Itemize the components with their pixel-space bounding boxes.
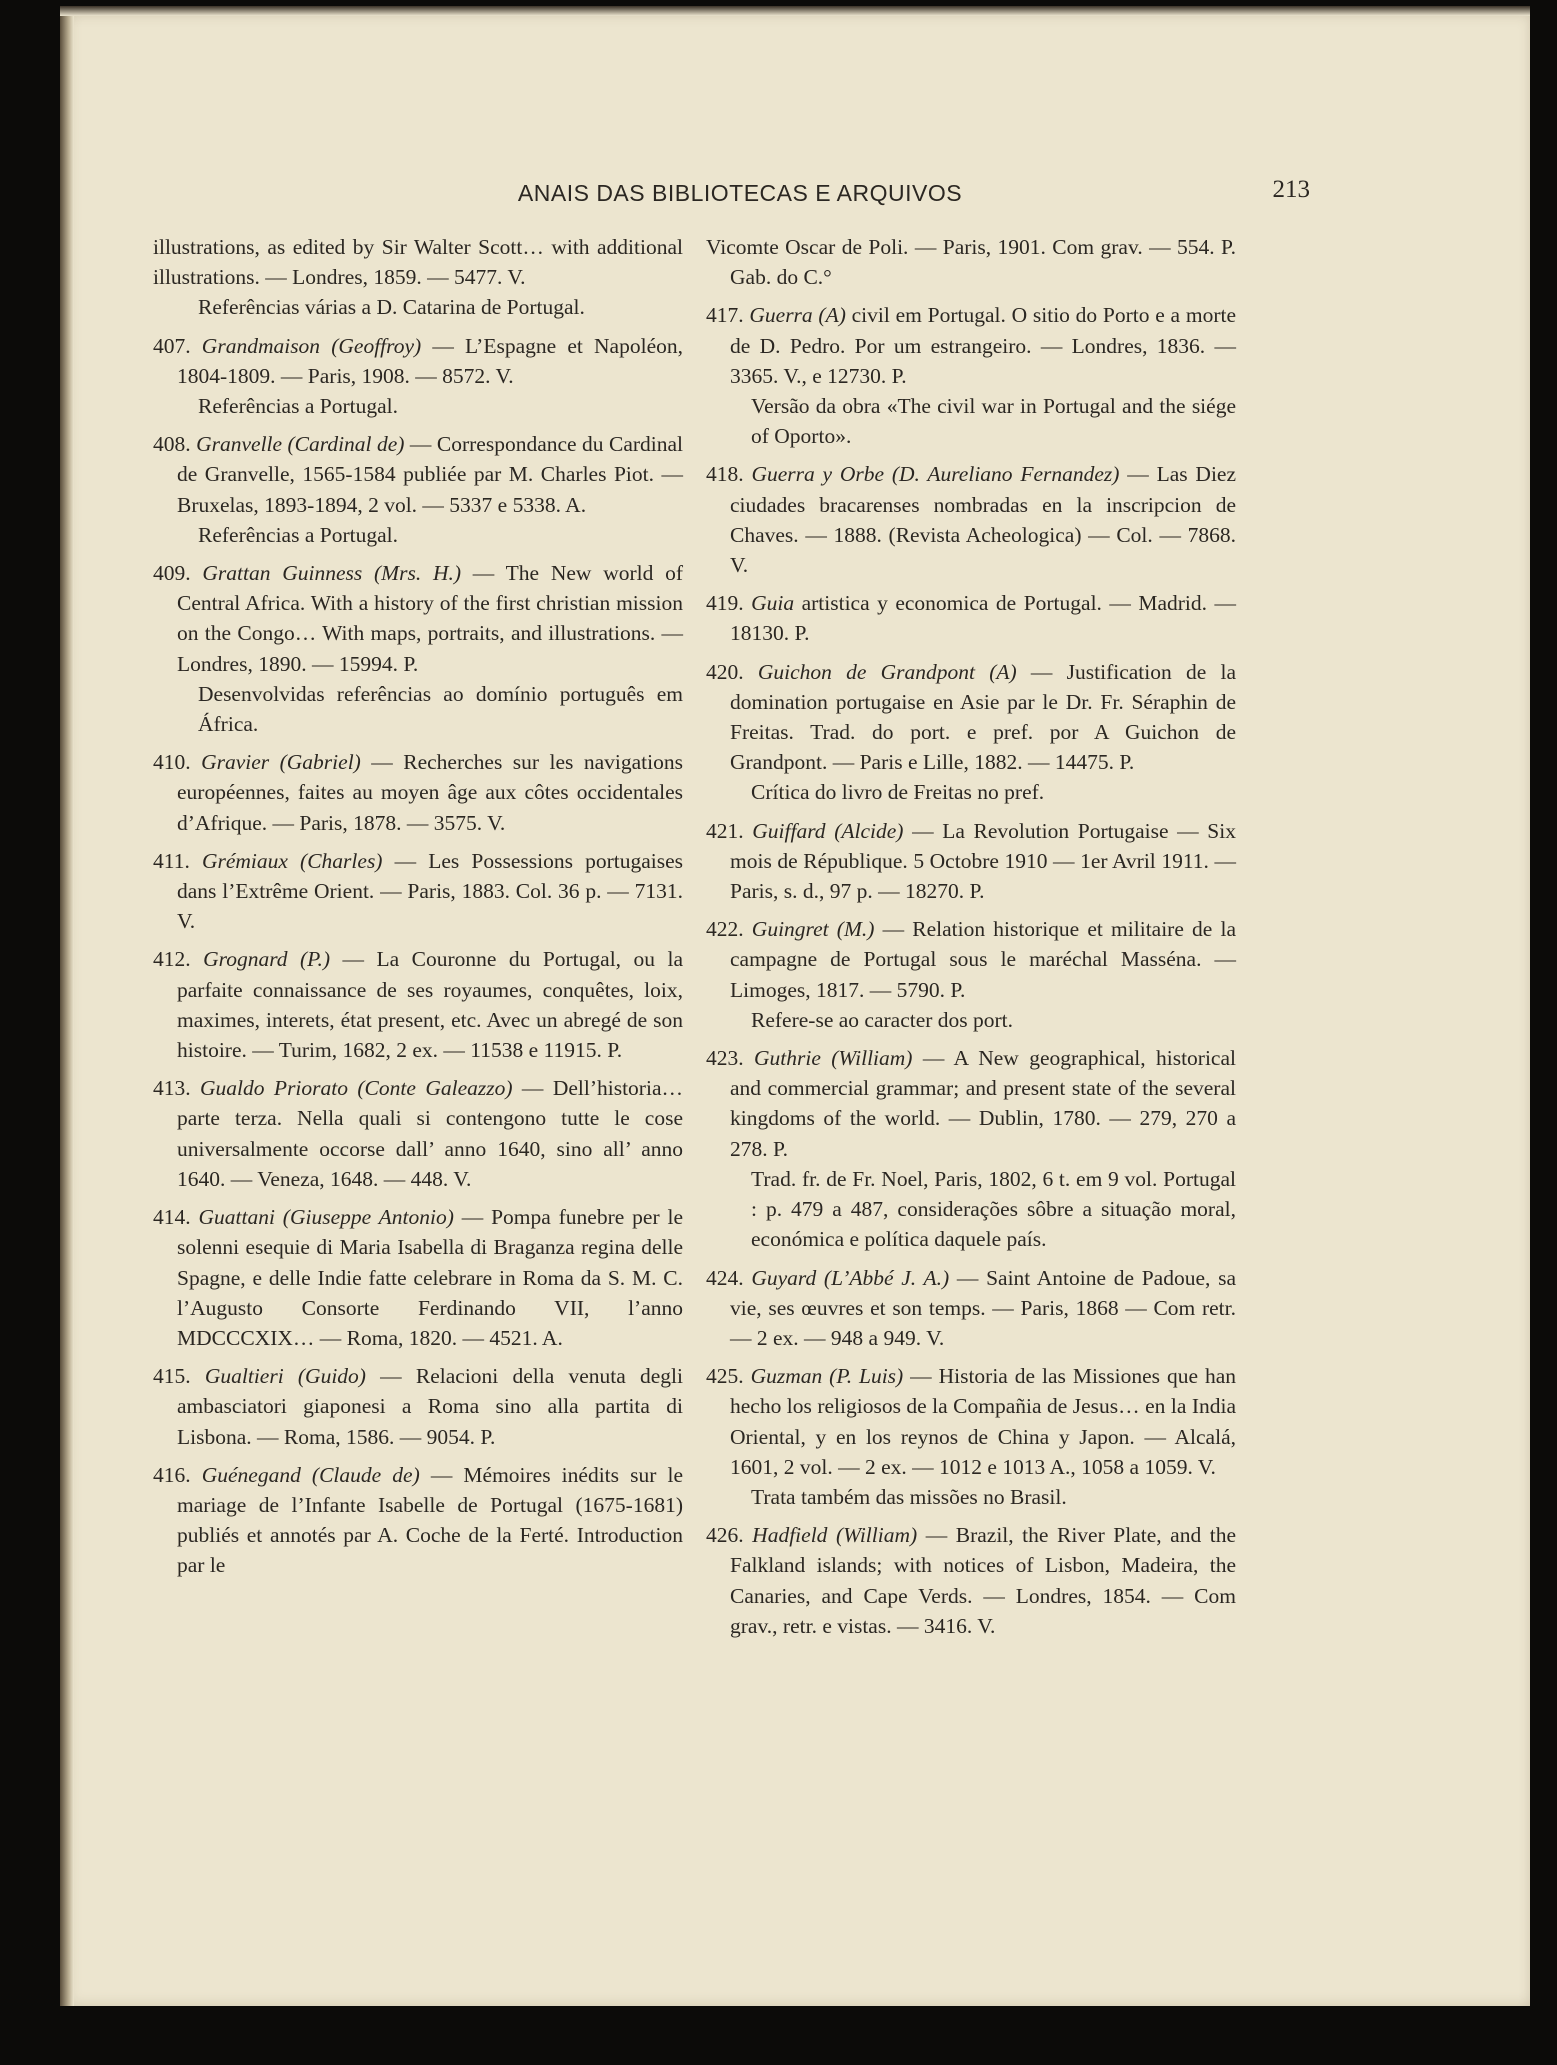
bibliography-entry [706, 459, 1236, 580]
entry-text: artistica y economica de Portugal. — Madrid. — 18130. P. [730, 591, 1237, 646]
entry-line [153, 1460, 683, 1581]
entry-note: Desenvolvidas referências ao domínio português em África. [198, 681, 683, 737]
entry-text: — Relacioni della venuta degli ambasciatori giaponesi a Roma sino alla partita di Lisbona. — Roma, 1586. — 9054. P. [177, 1364, 683, 1449]
entry-number: 408. [153, 432, 191, 457]
entry-note: Referências várias a D. Catarina de Portugal. [198, 295, 585, 320]
entry-text: — Recherches sur les navigations européennes, faites au moyen âge aux côtes occidentales d’Afrique. — Paris, 1878. — 3575. V. [177, 750, 683, 835]
bibliography-entry [706, 300, 1236, 451]
entry-line [153, 558, 683, 679]
entry-text: — La Revolution Portugaise — Six mois de République. 5 Octobre 1910 — 1er Avril 1911. — Paris, s. d., 97 p. — 18270. P. [730, 818, 1236, 904]
bibliography-entry [706, 1043, 1236, 1254]
right-column [706, 232, 1236, 1649]
entry-line [706, 1361, 1236, 1482]
entry-number: 416. [153, 1462, 191, 1487]
entry-line [153, 331, 683, 391]
bibliography-entry [706, 1361, 1236, 1512]
entry-author: Guia [751, 591, 795, 616]
left-column [153, 232, 683, 1589]
entry-author: Gualtieri (Guido) [204, 1364, 366, 1389]
bibliography-entry [706, 588, 1236, 648]
entry-number: 414. [153, 1205, 191, 1230]
entry-number: 424. [706, 1265, 744, 1290]
entry-note: Trata também das missões no Brasil. [751, 1484, 1067, 1509]
entry-note: Referências a Portugal. [198, 522, 398, 547]
entry-text: — Saint Antoine de Padoue, sa vie, ses œuvres et son temps. — Paris, 1868 — Com retr. — 2 ex. — 948 a 949. V. [730, 1265, 1236, 1350]
entry-number: 423. [706, 1046, 744, 1071]
page-top-edge [60, 6, 1530, 16]
entry-text: civil em Portugal. O sitio do Porto e a morte de D. Pedro. Por um estrangeiro. — Londres, 1836. — 3365. V., e 12730. P. [730, 303, 1236, 388]
bibliography-entry [706, 1263, 1236, 1354]
bibliography-entry [706, 1520, 1236, 1641]
entry-number: 425. [706, 1364, 744, 1389]
entry-line [706, 1043, 1236, 1164]
entry-author: Guthrie (William) [754, 1046, 913, 1071]
entry-author: Guénegand (Claude de) [201, 1462, 420, 1487]
entry-author: Hadfield (William) [752, 1523, 918, 1548]
entry-number: 412. [153, 947, 191, 972]
entry-number: 411. [153, 848, 190, 873]
entry-author: Guerra (A) [749, 303, 846, 328]
entry-number: 421. [706, 818, 744, 843]
entry-number: 413. [153, 1076, 191, 1101]
bibliography-entry [153, 1361, 683, 1452]
right-entry-list [706, 300, 1236, 1641]
entry-note: Versão da obra «The civil war in Portugal and the siége of Oporto». [751, 394, 1236, 449]
entry-text: — Brazil, the River Plate, and the Falkland islands; with notices of Lisbon, Madeira, the Canaries, and Cape Verds. — Londres, 1854. — Com grav., retr. e vistas. — 3416. V. [730, 1523, 1237, 1638]
entry-text: — The New world of Central Africa. With a history of the first christian mission on the Congo… With maps, portraits, and illustrations. — Londres, 1890. — 15994. P. [177, 561, 684, 676]
entry-line [706, 657, 1236, 778]
entry-author: Guzman (P. Luis) [750, 1364, 904, 1389]
entry-number: 420. [706, 659, 744, 684]
entry-line [706, 300, 1236, 391]
entry-line [153, 747, 683, 838]
bibliography-entry [153, 1202, 683, 1353]
entry-number: 426. [706, 1523, 744, 1548]
entry-line [153, 1361, 683, 1452]
entry-number: 422. [706, 917, 744, 942]
entry-number: 419. [706, 591, 744, 616]
entry-text: — A New geographical, historical and commercial grammar; and present state of the several kingdoms of the world. — Dublin, 1780. — 279, 270 a 278. P. [730, 1046, 1236, 1161]
entry-text: — L’Espagne et Napoléon, 1804-1809. — Paris, 1908. — 8572. V. [177, 333, 683, 388]
bibliography-entry [153, 1460, 683, 1581]
entry-number: 417. [706, 303, 744, 328]
bibliography-entry [153, 846, 683, 937]
bibliography-entry [706, 657, 1236, 808]
entry-line [706, 1263, 1236, 1354]
entry-note: Referências a Portugal. [198, 394, 398, 419]
entry-note: Refere-se ao caracter dos port. [751, 1007, 1014, 1032]
entry-line [706, 459, 1236, 580]
entry-text: — Correspondance du Cardinal de Granvelle, 1565-1584 publiée par M. Charles Piot. — Bruxelas, 1893-1894, 2 vol. — 5337 e 5338. A. [177, 432, 684, 517]
entry-text: — Historia de las Missiones que han hecho los religiosos de la Compañia de Jesus… en la India Oriental, y en los reynos de China y Japon. — Alcalá, 1601, 2 vol. — 2 ex. — 1012 e 1013 A., 1058 a 1059. V. [730, 1364, 1236, 1479]
left-entry-list [153, 331, 683, 1581]
entry-text: — Mémoires inédits sur le mariage de l’Infante Isabelle de Portugal (1675-1681) publiés et annotés par A. Coche de la Ferté. Introduction par le [177, 1462, 683, 1578]
entry-number: 418. [706, 462, 744, 487]
bibliography-entry [153, 1073, 683, 1194]
entry-author: Gualdo Priorato (Conte Galeazzo) [200, 1076, 513, 1101]
entry-author: Guattani (Giuseppe Antonio) [198, 1205, 454, 1230]
entry-author: Guichon de Grandpont (A) [757, 659, 1017, 684]
entry-text: illustrations, as edited by Sir Walter Scott… with additional illustrations. — Londres, 1859. — 5477. V. [153, 235, 683, 290]
bibliography-entry [706, 816, 1236, 907]
entry-line [706, 1520, 1236, 1641]
entry-line [706, 588, 1236, 648]
entry-note: Trad. fr. de Fr. Noel, Paris, 1802, 6 t. em 9 vol. Portugal : p. 479 a 487, considerações sôbre a situação moral, económica e política daquele país. [751, 1166, 1236, 1252]
running-header [170, 176, 1310, 216]
entry-text: — Relation historique et militaire de la campagne de Portugal sous le maréchal Masséna. — Limoges, 1817. — 5790. P. [730, 917, 1237, 1002]
entry-author: Guerra y Orbe (D. Aureliano Fernandez) [751, 462, 1120, 487]
entry-number: 409. [153, 561, 191, 586]
entry-text: — Pompa funebre per le solenni esequie di Maria Isabella di Braganza regina delle Spagne, e delle Indie fatte celebrare in Roma da S. M. C. l’Augusto Consorte Ferdinando VII, l’anno MDCCCXIX… — Roma, 1820. — 4521. A. [177, 1205, 683, 1350]
entry-line [706, 816, 1236, 907]
bibliography-entry [153, 558, 683, 739]
bibliography-entry [706, 914, 1236, 1035]
entry-line [153, 429, 683, 520]
entry-author: Guyard (L’Abbé J. A.) [751, 1265, 950, 1290]
entry-note: Crítica do livro de Freitas no pref. [751, 780, 1045, 805]
entry-author: Guingret (M.) [751, 917, 875, 942]
entry-text: — Dell’historia… parte terza. Nella quali si contengono tutte le cose universalmente occorse dall’ anno 1640, sino all’ anno 1640. — Veneza, 1648. — 448. V. [177, 1076, 683, 1191]
bibliography-entry [153, 429, 683, 550]
running-title: ANAIS DAS BIBLIOTECAS E ARQUIVOS [517, 180, 963, 206]
page-gutter [60, 6, 74, 2006]
entry-line [153, 944, 683, 1065]
bibliography-entry [153, 747, 683, 838]
page-number: 213 [1272, 176, 1310, 203]
entry-line [153, 846, 683, 937]
entry-line [153, 1073, 683, 1194]
entry-number: 410. [153, 750, 191, 775]
entry-text: — Les Possessions portugaises dans l’Extrême Orient. — Paris, 1883. Col. 36 p. — 7131. V. [177, 848, 683, 934]
entry-author: Guiffard (Alcide) [752, 818, 904, 843]
entry-number: 415. [153, 1364, 191, 1389]
entry-author: Granvelle (Cardinal de) [196, 432, 405, 457]
entry-text: — Justification de la domination portugaise en Asie par le Dr. Fr. Séraphin de Freitas. Trad. do port. e pref. por A Guichon de Grandpont. — Paris e Lille, 1882. — 14475. P. [730, 659, 1237, 775]
entry-number: 407. [153, 333, 191, 358]
entry-author: Grattan Guinness (Mrs. H.) [202, 561, 462, 586]
entry-text: — La Couronne du Portugal, ou la parfaite connaissance de ses royaumes, conquêtes, loix, maximes, interets, état present, etc. Avec un abregé de son histoire. — Turim, 1682, 2 ex. — 11538 e 11915. P. [177, 947, 683, 1063]
entry-text: — Las Diez ciudades bracarenses nombradas en la inscripcion de Chaves. — 1888. (Revista Acheologica) — Col. — 7868. V. [730, 462, 1237, 578]
continuation-entry [706, 232, 1236, 292]
continuation-entry [153, 232, 683, 323]
entry-line [153, 1202, 683, 1353]
entry-author: Grandmaison (Geoffroy) [201, 333, 422, 358]
entry-author: Grémiaux (Charles) [201, 848, 383, 873]
bibliography-entry [153, 331, 683, 422]
entry-author: Gravier (Gabriel) [201, 750, 361, 775]
entry-line [706, 914, 1236, 1005]
bibliography-entry [153, 944, 683, 1065]
entry-text: Vicomte Oscar de Poli. — Paris, 1901. Com grav. — 554. P. Gab. do C.° [706, 235, 1236, 290]
entry-author: Grognard (P.) [203, 947, 331, 972]
